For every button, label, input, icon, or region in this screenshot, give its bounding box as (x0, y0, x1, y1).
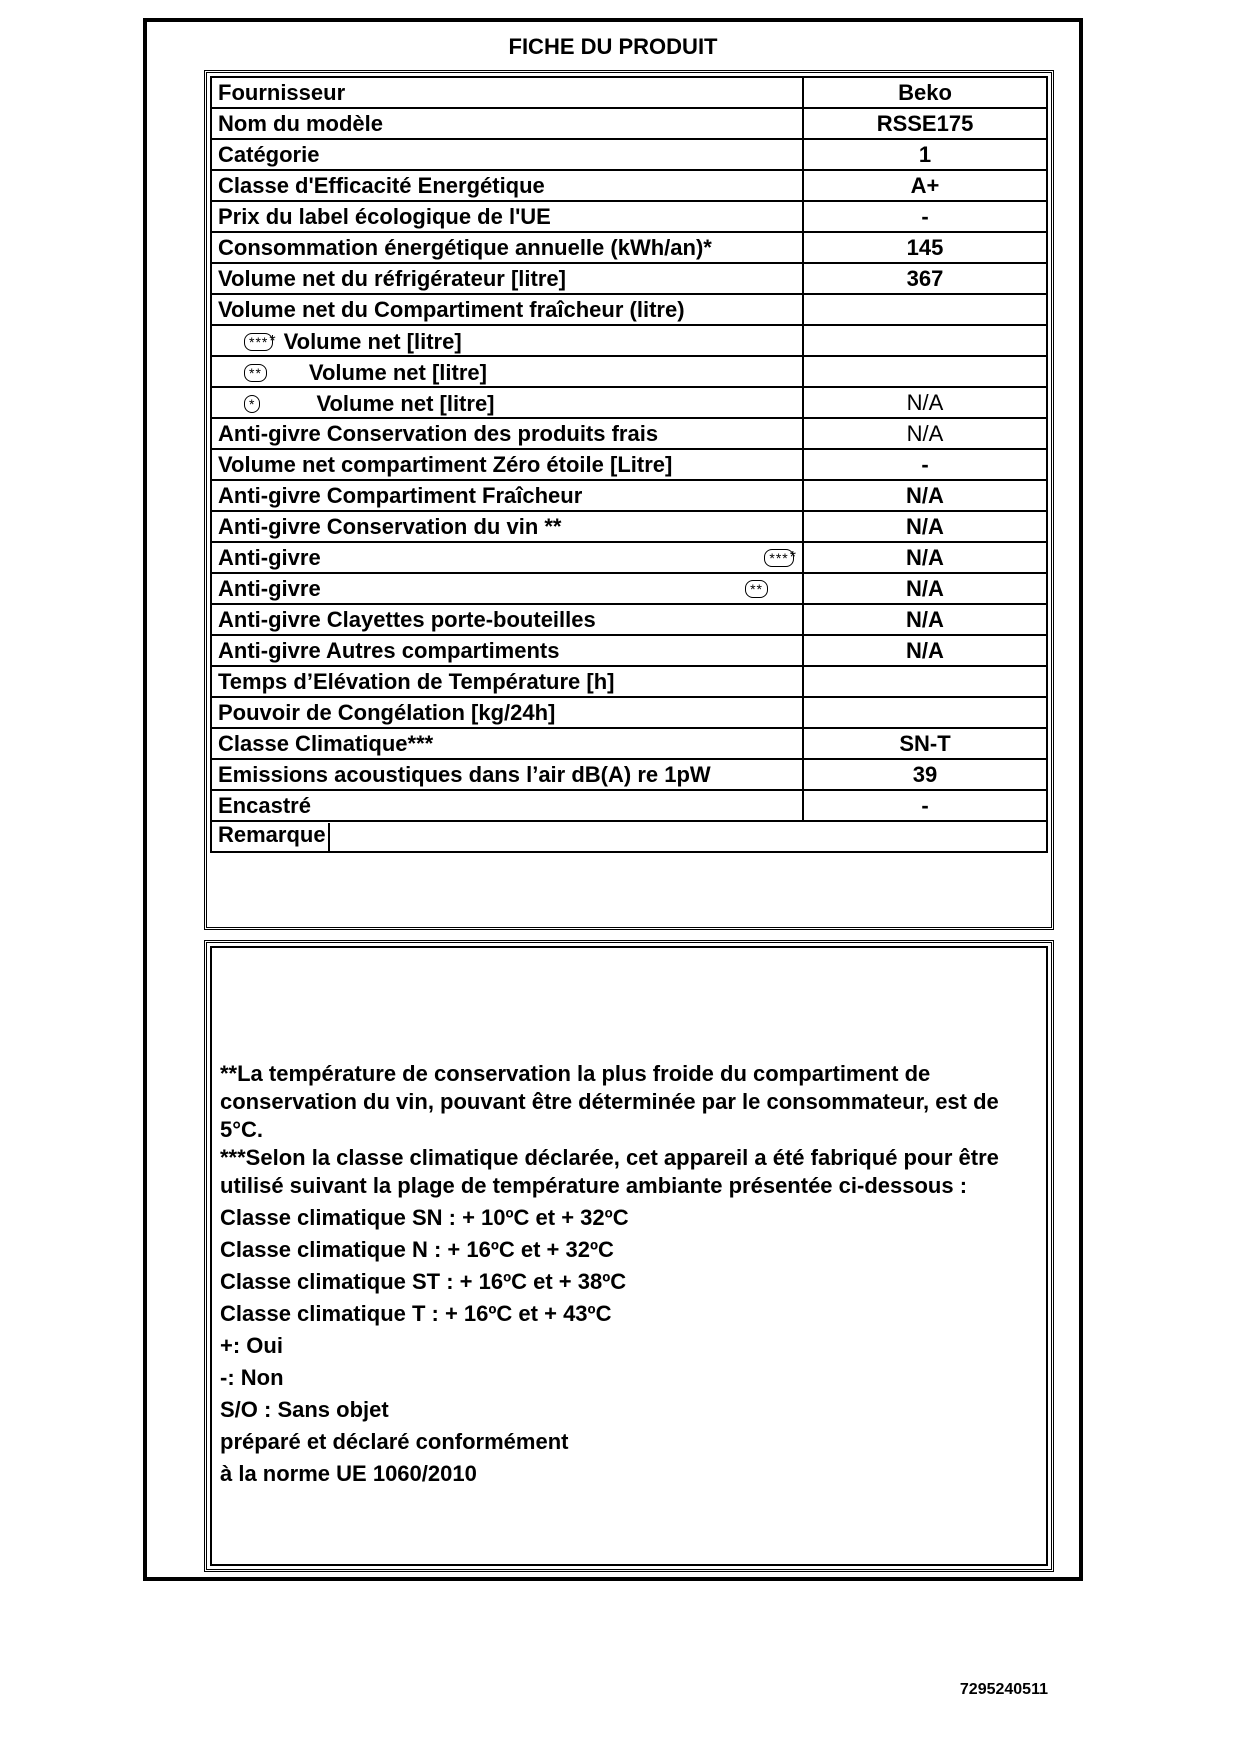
row-label: Fournisseur (218, 79, 346, 105)
note-line: **La température de conservation la plus froide du compartiment de conservation du vin, pouvant être déterminée par le consommateur, est de 5°C. (220, 1061, 999, 1142)
star-tail-icon: * (789, 548, 796, 566)
row-value (803, 294, 1047, 325)
row-label: Temps d’Elévation de Température [h] (218, 668, 615, 694)
row-label: Encastré (218, 792, 311, 818)
row-label: Nom du modèle (218, 110, 384, 136)
row-label: Volume net [litre] (316, 390, 495, 416)
product-sheet-frame (143, 18, 1083, 1581)
row-label: Volume net [litre] (308, 359, 487, 385)
row-label-cell (211, 790, 803, 821)
row-value: N/A (803, 418, 1047, 449)
note-line: préparé et déclaré conformément (220, 1429, 569, 1454)
row-label-cell (211, 201, 803, 232)
row-value: Beko (803, 77, 1047, 108)
row-label-cell (211, 542, 803, 573)
table-row (211, 790, 1047, 821)
row-label-cell (211, 666, 803, 697)
table-row (211, 170, 1047, 201)
row-label: Classe Climatique*** (218, 730, 434, 756)
row-value: N/A (803, 542, 1047, 573)
row-label-cell (211, 108, 803, 139)
table-row (211, 728, 1047, 759)
row-label: Anti-givre (218, 575, 321, 601)
row-value: N/A (803, 604, 1047, 635)
note-line: +: Oui (220, 1333, 283, 1358)
remark-text-cursor (328, 823, 330, 851)
row-label-cell (211, 77, 803, 108)
row-label: Anti-givre Conservation des produits frais (218, 420, 659, 446)
star-rating-icon: *** (244, 333, 273, 351)
row-label-cell (211, 604, 803, 635)
row-value: N/A (803, 480, 1047, 511)
row-label-cell (211, 263, 803, 294)
note-line: ***Selon la classe climatique déclarée, cet appareil a été fabriqué pour être utilisé suivant la plage de température ambiante présentée ci-dessous : (220, 1145, 999, 1198)
table-row (211, 418, 1047, 449)
row-label-cell (211, 821, 1047, 852)
row-value: N/A (803, 635, 1047, 666)
document-title: FICHE DU PRODUIT (508, 34, 718, 59)
table-row (211, 542, 1047, 573)
row-label: Remarque (218, 822, 326, 848)
table-row (211, 232, 1047, 263)
row-value: N/A (803, 511, 1047, 542)
row-label-cell (211, 759, 803, 790)
table-row (211, 604, 1047, 635)
star-rating-icon: ** (745, 580, 768, 598)
notes-box (210, 946, 1048, 1566)
row-label-cell (211, 697, 803, 728)
row-label: Consommation énergétique annuelle (kWh/an)* (218, 234, 712, 260)
star-rating-icon: *** (764, 549, 793, 567)
row-label: Volume net du réfrigérateur [litre] (218, 265, 566, 291)
row-label: Anti-givre Compartiment Fraîcheur (218, 482, 583, 508)
note-line: Classe climatique ST : + 16ºC et + 38ºC (220, 1269, 627, 1294)
row-label-cell (211, 635, 803, 666)
row-label: Pouvoir de Congélation [kg/24h] (218, 699, 556, 725)
note-line: à la norme UE 1060/2010 (220, 1461, 477, 1486)
table-row (211, 77, 1047, 108)
table-row (211, 635, 1047, 666)
row-label-cell (211, 170, 803, 201)
table-row (211, 821, 1047, 852)
star-rating-icon: * (244, 395, 260, 413)
row-label-cell (211, 418, 803, 449)
row-label-cell (211, 480, 803, 511)
table-row (211, 697, 1047, 728)
row-label-cell (211, 356, 803, 387)
row-label-cell (211, 294, 803, 325)
note-line: -: Non (220, 1365, 284, 1390)
row-value: - (803, 201, 1047, 232)
product-table (210, 76, 1048, 853)
table-row (211, 294, 1047, 325)
row-label: Volume net du Compartiment fraîcheur (litre) (218, 296, 685, 322)
row-value: 39 (803, 759, 1047, 790)
row-value: SN-T (803, 728, 1047, 759)
table-row (211, 387, 1047, 418)
note-line: S/O : Sans objet (220, 1397, 389, 1422)
note-line: Classe climatique N : + 16ºC et + 32ºC (220, 1237, 614, 1262)
star-tail-icon: * (269, 332, 276, 350)
row-value: N/A (803, 573, 1047, 604)
row-label-cell (211, 387, 803, 418)
row-label: Catégorie (218, 141, 320, 167)
row-label: Emissions acoustiques dans l’air dB(A) re 1pW (218, 761, 711, 787)
row-value: A+ (803, 170, 1047, 201)
row-label-cell (211, 728, 803, 759)
table-row (211, 108, 1047, 139)
table-row (211, 201, 1047, 232)
row-value: N/A (803, 387, 1047, 418)
row-value: 145 (803, 232, 1047, 263)
row-value: 1 (803, 139, 1047, 170)
table-row (211, 511, 1047, 542)
row-value: - (803, 449, 1047, 480)
row-label: Prix du label écologique de l'UE (218, 203, 551, 229)
row-value: RSSE175 (803, 108, 1047, 139)
row-label: Anti-givre Conservation du vin ** (218, 513, 562, 539)
table-row (211, 139, 1047, 170)
row-value: - (803, 790, 1047, 821)
row-label: Volume net [litre] (283, 328, 462, 354)
row-label: Anti-givre Clayettes porte-bouteilles (218, 606, 596, 632)
row-label-cell (211, 573, 803, 604)
table-row (211, 263, 1047, 294)
row-value (803, 356, 1047, 387)
notes-container (204, 940, 1054, 1572)
row-label: Volume net compartiment Zéro étoile [Litre] (218, 451, 673, 477)
row-value: 367 (803, 263, 1047, 294)
note-line: Classe climatique T : + 16ºC et + 43ºC (220, 1301, 612, 1326)
row-label-cell (211, 511, 803, 542)
row-label: Anti-givre Autres compartiments (218, 637, 560, 663)
row-label-cell (211, 139, 803, 170)
table-row (211, 573, 1047, 604)
star-rating-icon: ** (244, 364, 267, 382)
product-table-container (204, 70, 1054, 930)
row-label: Classe d'Efficacité Energétique (218, 172, 545, 198)
row-label-cell (211, 449, 803, 480)
document-number: 7295240511 (959, 1681, 1048, 1698)
row-label: Anti-givre (218, 544, 321, 570)
table-row (211, 666, 1047, 697)
table-row (211, 325, 1047, 356)
table-row (211, 759, 1047, 790)
table-row (211, 356, 1047, 387)
table-row (211, 480, 1047, 511)
row-label-cell (211, 325, 803, 356)
row-value (803, 666, 1047, 697)
row-value (803, 697, 1047, 728)
note-line: Classe climatique SN : + 10ºC et + 32ºC (220, 1205, 629, 1230)
row-label-cell (211, 232, 803, 263)
table-row (211, 449, 1047, 480)
row-value (803, 325, 1047, 356)
